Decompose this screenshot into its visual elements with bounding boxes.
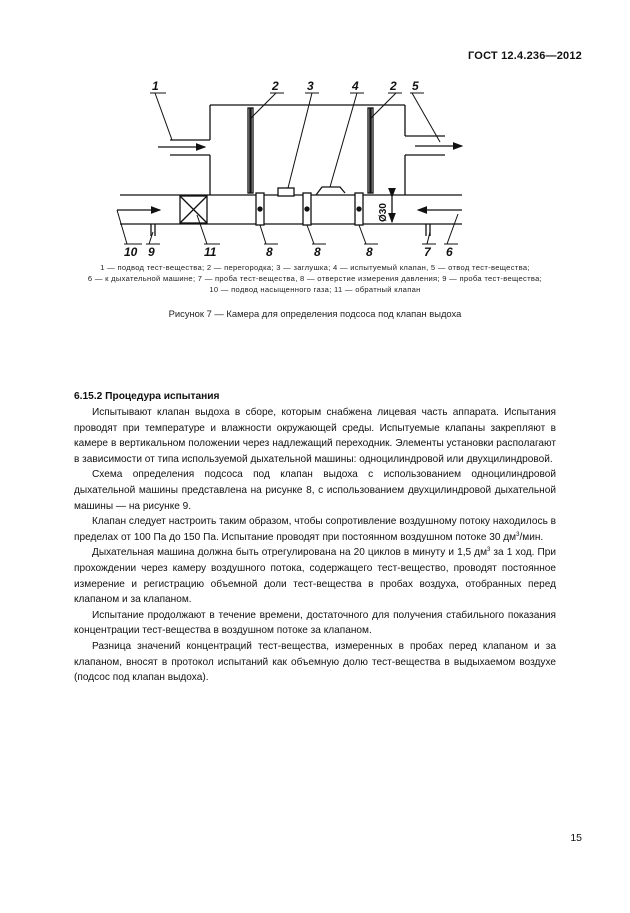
chamber-diagram bbox=[0, 0, 630, 260]
label-5: 5 bbox=[412, 79, 419, 93]
section-body bbox=[74, 405, 556, 686]
label-2b: 2 bbox=[390, 79, 397, 93]
paragraph-3-text: Клапан следует настроить таким образом, чтобы сопротивление воздушному потоку находилось в пределах от 100 Па до 150 Па. Испытание проводят при постоянном воздушном потоке 30 дм bbox=[74, 516, 556, 543]
page-number: 15 bbox=[570, 832, 582, 844]
paragraph-4-rest: за 1 ход. При прохождении через камеру воздушного потока, содержащего тест-вещество, проводят постоянное измерение и регистрацию объемной доли тест-вещества в пробах воздуха, отобранных перед клапаном и за клапаном. bbox=[74, 547, 556, 606]
label-11: 11 bbox=[204, 245, 217, 259]
dimension-label: Ø30 bbox=[378, 203, 389, 222]
label-7: 7 bbox=[424, 245, 431, 259]
label-8b: 8 bbox=[314, 245, 321, 259]
paragraph-4-text: Дыхательная машина должна быть отрегулирована на 20 циклов в минуту и 1,5 дм bbox=[92, 547, 488, 559]
label-8a: 8 bbox=[266, 245, 273, 259]
figure-labels bbox=[124, 79, 453, 259]
paragraph-4 bbox=[74, 545, 556, 607]
label-3: 3 bbox=[307, 79, 314, 93]
label-1: 1 bbox=[152, 79, 159, 93]
leader-lines bbox=[117, 93, 458, 244]
document-header: ГОСТ 12.4.236—2012 bbox=[468, 50, 582, 62]
figure-caption: Рисунок 7 — Камера для определения подсоса под клапан выдоха bbox=[168, 308, 462, 319]
legend-line-2: 6 — к дыхательной машине; 7 — проба тест-вещества, 8 — отверстие измерения давления; 9 — проба тест-вещества; bbox=[87, 274, 543, 283]
label-4: 4 bbox=[352, 79, 359, 93]
label-10: 10 bbox=[124, 245, 138, 259]
paragraph-3-unit: /мин. bbox=[519, 531, 544, 543]
label-2a: 2 bbox=[272, 79, 279, 93]
paragraph-4-sup: 3 bbox=[487, 547, 491, 554]
section-title: 6.15.2 Процедура испытания bbox=[74, 391, 220, 402]
label-9: 9 bbox=[148, 245, 155, 259]
legend-line-3: 10 — подвод насыщенного газа; 11 — обратный клапан bbox=[209, 285, 421, 294]
paragraph-5: Испытание продолжают в течение времени, достаточного для получения стабильного показания концентрации тест-вещества в воздушном потоке за клапаном. bbox=[74, 609, 556, 637]
paragraph-1: Испытывают клапан выдоха в сборе, которым снабжена лицевая часть аппарата. Испытания проводят при температуре и влажности окружающей среды. Испытуемые клапаны закрепляют в камере в вертикальном положении через надлежащий переходник. Элементы установки располагают в зависимости от типа используемой дыхательной машины: одноцилиндровой или двухцилиндровой. bbox=[74, 407, 556, 465]
paragraph-3-sup: 3 bbox=[516, 531, 520, 538]
paragraph-6: Разница значений концентраций тест-вещества, измеренных в пробах перед клапаном и за клапаном, вносят в протокол испытаний как объемную долю тест-вещества в выдыхаемом воздухе (подсос под клапан выдоха). bbox=[74, 640, 556, 684]
label-8c: 8 bbox=[366, 245, 373, 259]
label-6: 6 bbox=[446, 245, 453, 259]
chamber-body bbox=[120, 105, 462, 236]
legend-line-1: 1 — подвод тест-вещества; 2 — перегородка; 3 — заглушка; 4 — испытуемый клапан, 5 — отвод тест-вещества; bbox=[100, 263, 530, 272]
paragraph-2: Схема определения подсоса под клапан выдоха с использованием одноцилиндровой дыхательной машины представлена на рисунке 8, с использованием двухцилиндровой дыхательной машины — на рисунке 9. bbox=[74, 469, 556, 512]
paragraph-3 bbox=[74, 514, 556, 545]
